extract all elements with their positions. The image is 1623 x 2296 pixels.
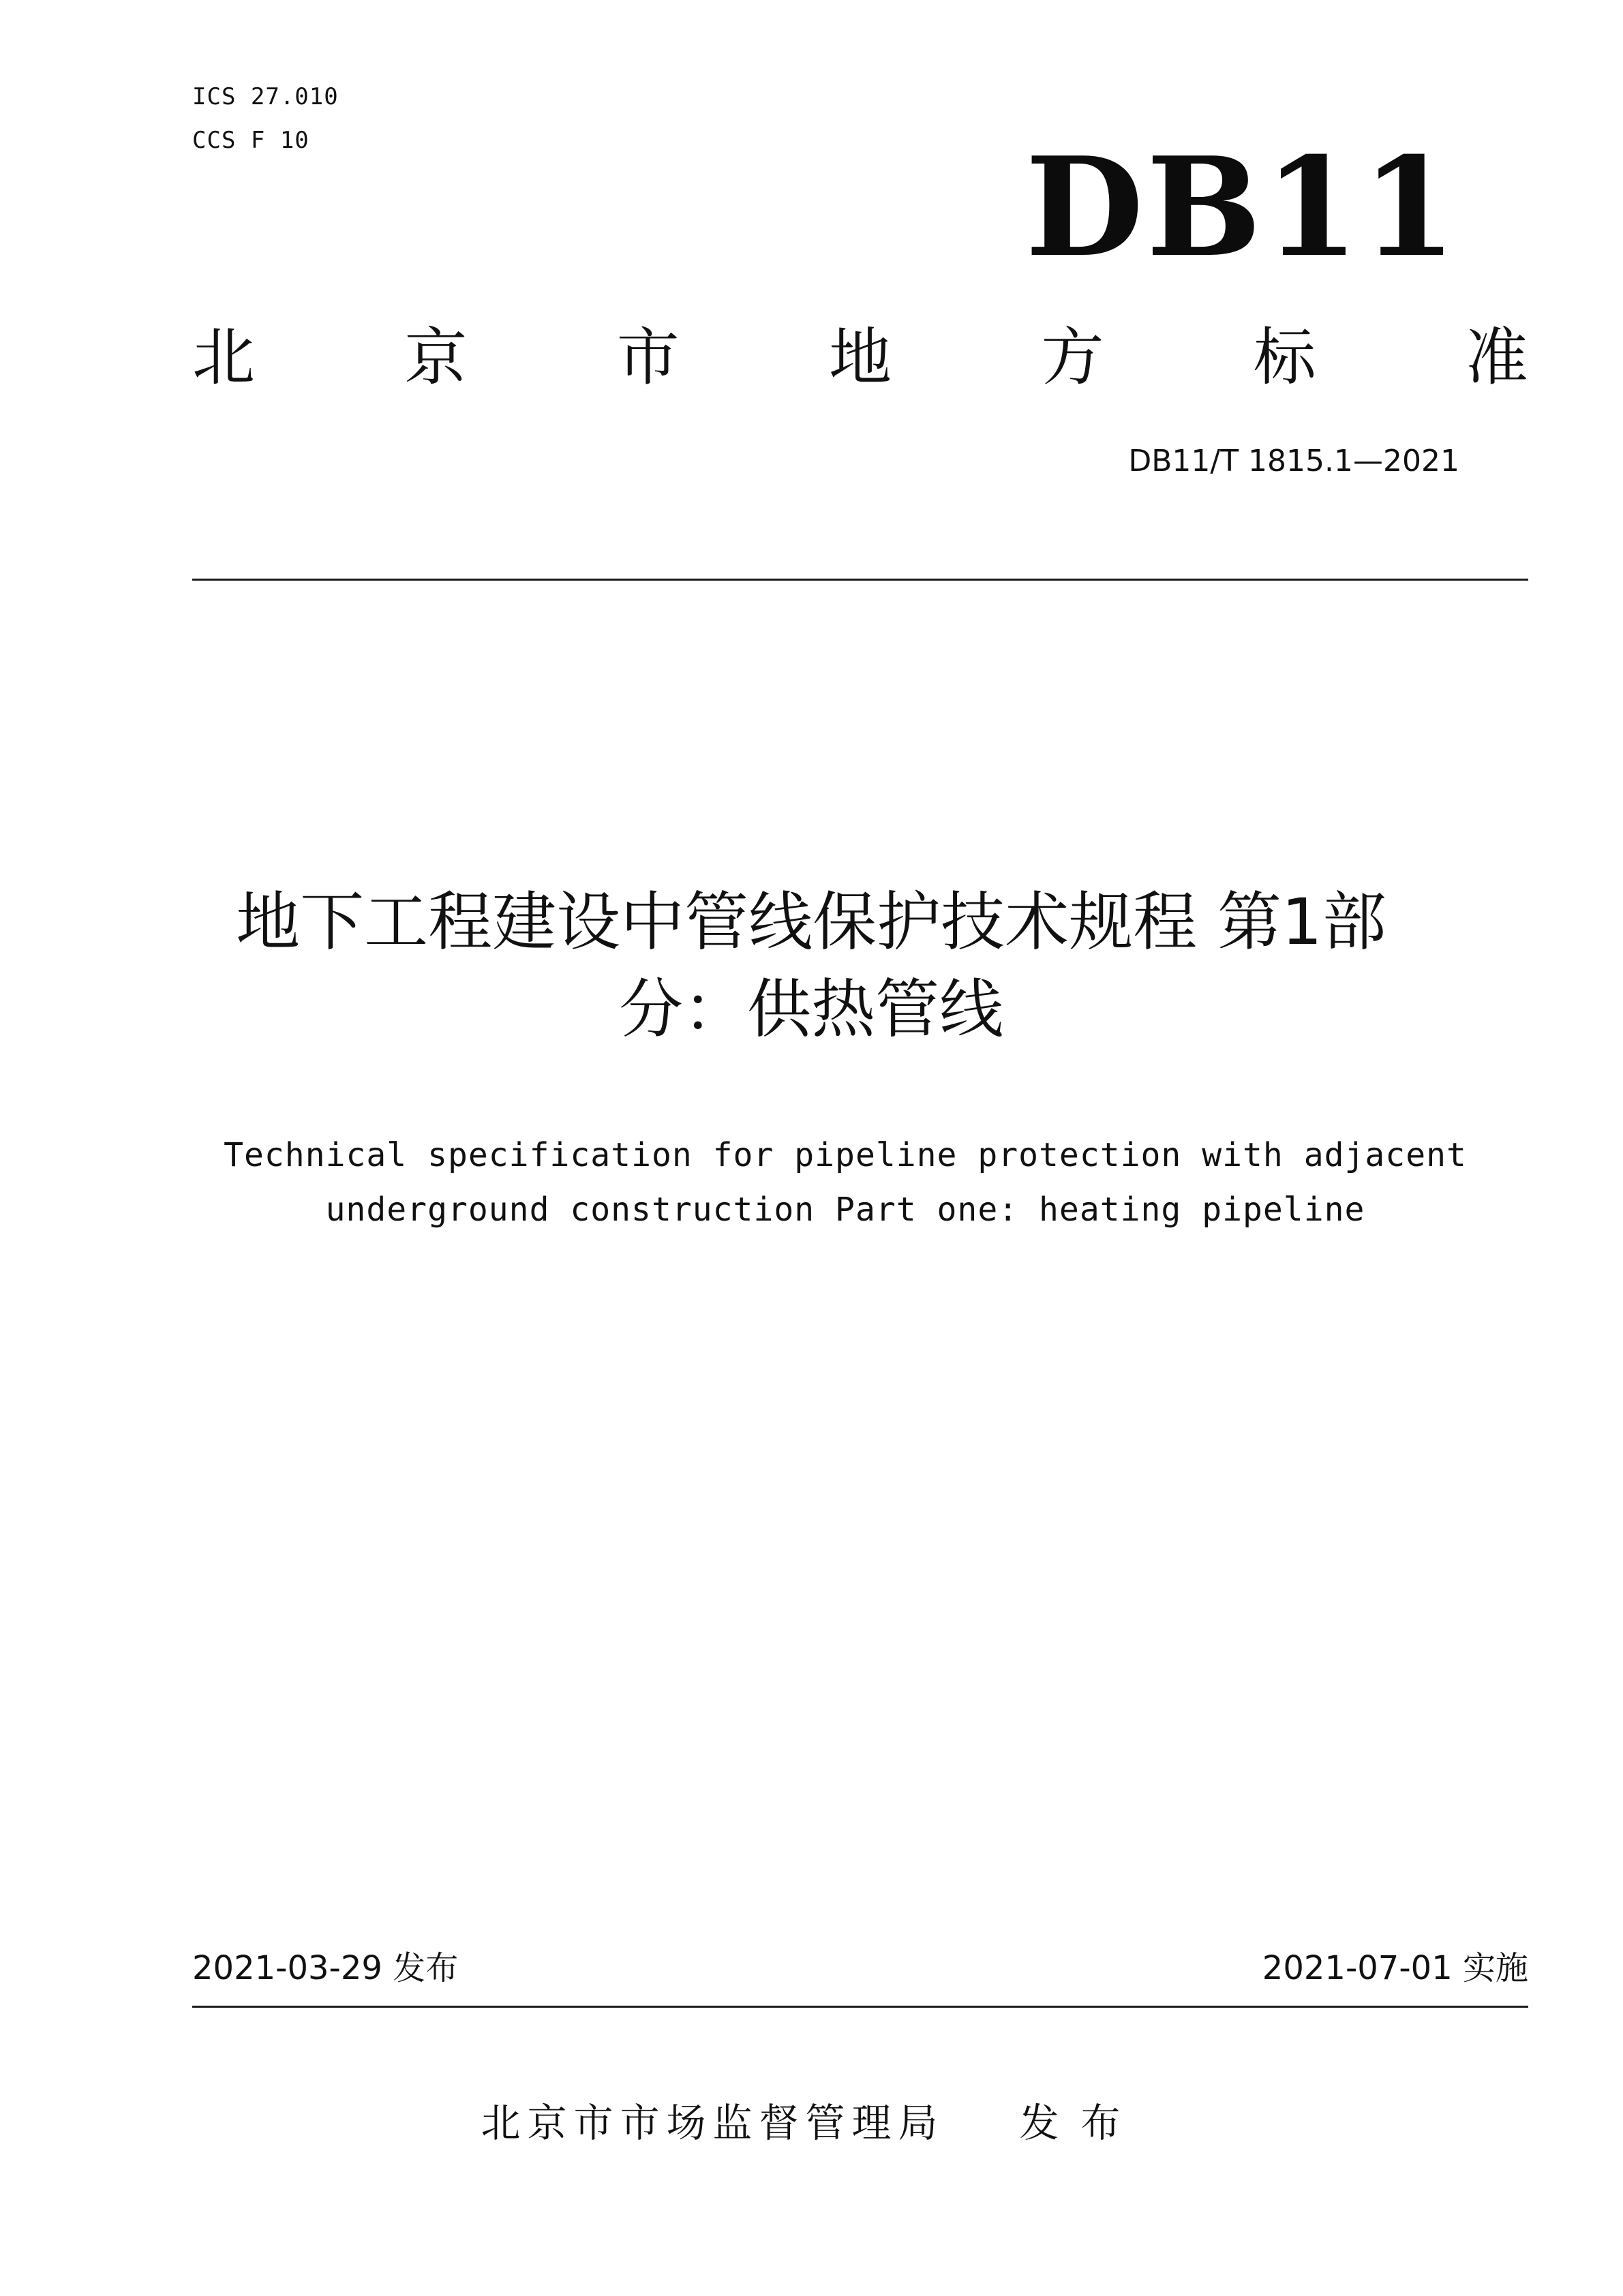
issue-date: 2021-03-29 发布 <box>192 1949 459 1987</box>
standard-type-char: 方 <box>1041 321 1104 394</box>
standard-type-heading <box>192 320 1528 395</box>
title-en-line: underground construction Part one: heating pipeline <box>325 1191 1365 1229</box>
publisher-organization: 北京市市场监督管理局 <box>481 2100 945 2146</box>
db11-logo: DB11 <box>1025 127 1459 288</box>
footer-divider <box>192 2006 1528 2008</box>
publisher-label: 发布 <box>1019 2100 1142 2146</box>
header-divider <box>192 579 1528 581</box>
document-title-zh <box>123 879 1500 1054</box>
document-title-en <box>123 1128 1568 1237</box>
standard-code: DB11/T 1815.1—2021 <box>1128 444 1459 478</box>
standard-type-char: 标 <box>1253 321 1316 394</box>
publisher-line <box>0 2099 1623 2147</box>
title-zh-line: 分：供热管线 <box>618 973 1003 1047</box>
title-en-line: Technical specification for pipeline protection with adjacent <box>224 1136 1467 1174</box>
standard-type-char: 京 <box>404 321 468 394</box>
ccs-code: CCS F 10 <box>192 127 309 154</box>
standard-type-char: 准 <box>1465 321 1528 394</box>
implementation-date: 2021-07-01 实施 <box>1262 1949 1528 1987</box>
standard-type-char: 市 <box>616 321 680 394</box>
ics-code: ICS 27.010 <box>192 83 339 110</box>
standard-type-char: 北 <box>192 321 256 394</box>
standard-type-char: 地 <box>828 321 892 394</box>
title-zh-line: 地下工程建设中管线保护技术规程 第1部 <box>236 885 1386 960</box>
